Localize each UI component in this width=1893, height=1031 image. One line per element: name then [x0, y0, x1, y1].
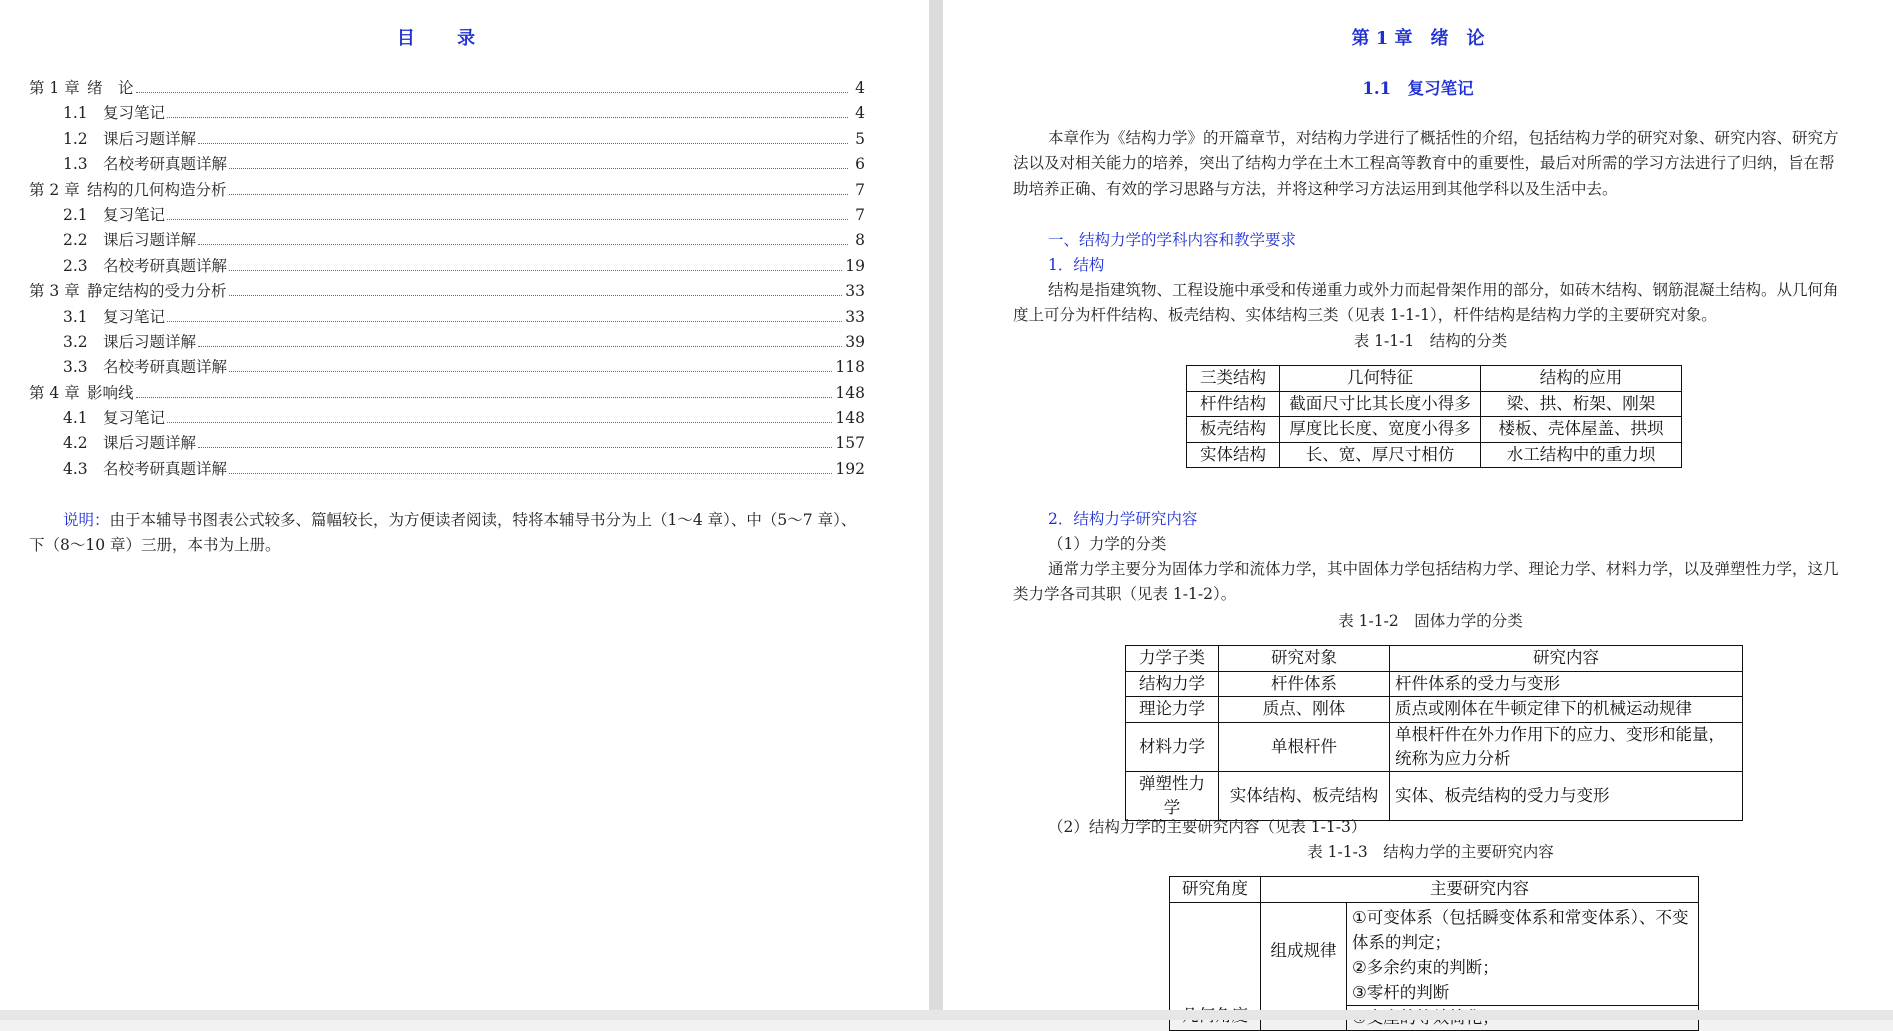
table-cell: 质点或刚体在牛顿定律下的机械运动规律 [1390, 697, 1743, 723]
toc-entry[interactable] [29, 457, 865, 482]
heading-research-content: 2．结构力学研究内容 [1048, 510, 1198, 528]
toc-entry[interactable] [29, 305, 865, 330]
toc-entry[interactable] [29, 152, 865, 177]
toc-entry-number: 3.3 [63, 358, 88, 377]
toc-entry-label: 结构的几何构造分析 [87, 180, 227, 199]
toc-entry-page: 33 [845, 307, 865, 326]
toc-entry-page: 7 [855, 205, 865, 224]
table-cell: 实体结构 [1187, 442, 1280, 468]
table-sub-label: 组成规律 [1261, 902, 1347, 1031]
heading-structure: 1．结构 [1048, 256, 1105, 274]
toc-entry[interactable] [29, 381, 865, 406]
table-header-row [1126, 646, 1743, 672]
note-text: 由于本辅导书图表公式较多、篇幅较长，为方便读者阅读，特将本辅导书分为上（1～4 章）、中（5～7 章）、下（8～10 章）三册，本书为上册。 [29, 511, 857, 554]
toc-entry-number: 4.2 [63, 434, 88, 453]
toc-entry-page: 6 [855, 155, 865, 174]
toc-dot-leader [136, 92, 848, 93]
toc-entry[interactable] [29, 76, 865, 101]
table-cell: 单根杆件 [1219, 722, 1390, 771]
mechanics-paragraph: 通常力学主要分为固体力学和流体力学，其中固体力学包括结构力学、理论力学、材料力学，以及弹塑性力学，这几类力学各司其职（见表 1-1-2）。 [1013, 560, 1839, 604]
table-cell: 理论力学 [1126, 697, 1219, 723]
table-cell: 材料力学 [1126, 722, 1219, 771]
table-header-cell: 结构的应用 [1481, 366, 1682, 392]
table-cell: 梁、拱、桁架、刚架 [1481, 391, 1682, 417]
table-row [1187, 442, 1682, 468]
table1-caption: 表 1-1-1 结构的分类 [1353, 332, 1508, 350]
toc-entry-label: 课后习题详解 [103, 434, 197, 453]
toc-entry-label: 复习笔记 [103, 409, 166, 428]
heading-subject-content: 一、结构力学的学科内容和教学要求 [1048, 231, 1297, 249]
toc-entry-page: 4 [855, 104, 865, 123]
toc-entry[interactable] [29, 254, 865, 279]
toc-entry[interactable] [29, 203, 865, 228]
table-cell: 单根杆件在外力作用下的应力、变形和能量，统称为应力分析 [1390, 722, 1743, 771]
toc-dot-leader [167, 219, 848, 220]
table-cell: 杆件体系 [1219, 671, 1390, 697]
toc-entry-number: 3.1 [63, 307, 88, 326]
toc-entry-label: 绪 论 [87, 79, 134, 97]
toc-entry-label: 复习笔记 [103, 205, 166, 224]
toc-entry-number: 1.3 [63, 155, 88, 174]
table-cell: 杆件结构 [1187, 391, 1280, 417]
intro-paragraph: 本章作为《结构力学》的开篇章节，对结构力学进行了概括性的介绍，包括结构力学的研究对象、研究内容、研究方法以及对相关能力的培养，突出了结构力学在土木工程高等教育中的重要性，最后对所需的学习方法进行了归纳，旨在帮助培养正确、有效的学习思路与方法，并将这种学习方法运用到其他学科以及生活中去。 [1013, 129, 1839, 198]
table-row [1126, 722, 1743, 771]
toc-entry-label: 影响线 [87, 383, 134, 402]
toc-entry-label: 课后习题详解 [103, 231, 197, 250]
toc-dot-leader [198, 143, 848, 144]
toc-entry-page: 33 [845, 282, 865, 301]
research-content-table [1169, 876, 1699, 1031]
toc-entry[interactable] [29, 406, 865, 431]
toc-entry-number: 4.1 [63, 409, 88, 428]
table-header-cell: 研究对象 [1219, 646, 1390, 672]
note-label: 说明： [63, 511, 110, 529]
toc-entry-label: 静定结构的受力分析 [87, 282, 227, 301]
toc-entry[interactable] [29, 178, 865, 203]
toc-entry-number: 第 1 章 [29, 79, 80, 97]
heading-mechanics-classification: （1）力学的分类 [1048, 535, 1167, 553]
table-header-cell: 研究角度 [1170, 877, 1261, 903]
table-cell: 弹塑性力学 [1126, 771, 1219, 820]
toc-entry-label: 名校考研真题详解 [103, 155, 228, 174]
toc-dot-leader [229, 168, 848, 169]
toc-list [29, 76, 865, 482]
toc-entry-page: 5 [855, 129, 865, 148]
toc-entry-page: 8 [855, 231, 865, 250]
toc-dot-leader [198, 346, 842, 347]
table-cell: 杆件体系的受力与变形 [1390, 671, 1743, 697]
table-cell: 截面尺寸比其长度小得多 [1280, 391, 1481, 417]
toc-entry-page: 148 [835, 409, 865, 428]
toc-entry-number: 1.1 [63, 104, 88, 123]
toc-dot-leader [229, 371, 832, 372]
toc-dot-leader [198, 244, 848, 245]
heading-main-research: （2）结构力学的主要研究内容（见表 1-1-3） [1048, 818, 1367, 836]
toc-entry-label: 复习笔记 [103, 104, 166, 123]
toc-dot-leader [167, 117, 848, 118]
toc-entry-number: 第 4 章 [29, 383, 80, 402]
table3-caption: 表 1-1-3 结构力学的主要研究内容 [1307, 843, 1554, 861]
toc-dot-leader [229, 270, 842, 271]
toc-entry-page: 118 [835, 358, 865, 377]
table-row [1187, 391, 1682, 417]
table-header-cell: 三类结构 [1187, 366, 1280, 392]
toc-entry-page: 39 [845, 332, 865, 351]
table-row [1170, 902, 1699, 1005]
toc-dot-leader [229, 194, 848, 195]
toc-entry[interactable] [29, 228, 865, 253]
table-header-cell: 研究内容 [1390, 646, 1743, 672]
toc-entry[interactable] [29, 101, 865, 126]
table-cell: 实体、板壳结构的受力与变形 [1390, 771, 1743, 820]
list-item: ③零杆的判断 [1352, 982, 1450, 1002]
toc-entry-number: 1.2 [63, 129, 88, 148]
table-header-cell: 力学子类 [1126, 646, 1219, 672]
table-row [1126, 671, 1743, 697]
toc-entry-number: 4.3 [63, 459, 88, 478]
toc-entry-page: 148 [835, 383, 865, 402]
toc-entry-label: 名校考研真题详解 [103, 358, 228, 377]
table-cell: 长、宽、厚尺寸相仿 [1280, 442, 1481, 468]
table-cell: 结构力学 [1126, 671, 1219, 697]
solid-mechanics-table [1125, 645, 1743, 821]
toc-entry-page: 19 [845, 256, 865, 275]
page-gutter [929, 0, 943, 1020]
toc-title: 目 录 [396, 28, 494, 49]
toc-note [29, 508, 865, 558]
table-cell: 实体结构、板壳结构 [1219, 771, 1390, 820]
structure-classification-table [1186, 365, 1682, 468]
toc-entry-label: 课后习题详解 [103, 332, 197, 351]
table-row [1187, 417, 1682, 443]
list-item: ②多余约束的判断； [1352, 957, 1499, 977]
toc-dot-leader [167, 321, 842, 322]
toc-entry-page: 157 [835, 434, 865, 453]
table-cell: 水工结构中的重力坝 [1481, 442, 1682, 468]
table2-caption: 表 1-1-2 固体力学的分类 [1338, 612, 1523, 630]
table-cell: 厚度比长度、宽度小得多 [1280, 417, 1481, 443]
table-header-cell: 几何特征 [1280, 366, 1481, 392]
structure-paragraph: 结构是指建筑物、工程设施中承受和传递重力或外力而起骨架作用的部分，如砖木结构、钢筋混凝土结构。从几何角度上可分为杆件结构、板壳结构、实体结构三类（见表 1-1-1），杆件结构是结构力学的主要研究对象。 [1013, 281, 1839, 325]
toc-entry-label: 名校考研真题详解 [103, 256, 228, 275]
toc-entry-number: 第 3 章 [29, 282, 80, 301]
table-row [1170, 877, 1699, 903]
toc-entry[interactable] [29, 355, 865, 380]
toc-entry-number: 第 2 章 [29, 180, 80, 199]
toc-entry-number: 2.3 [63, 256, 88, 275]
toc-entry[interactable] [29, 330, 865, 355]
table-header-row [1187, 366, 1682, 392]
toc-entry[interactable] [29, 279, 865, 304]
toc-entry[interactable] [29, 127, 865, 152]
toc-entry-label: 复习笔记 [103, 307, 166, 326]
toc-entry-page: 192 [835, 459, 865, 478]
table-cell: 板壳结构 [1187, 417, 1280, 443]
toc-entry[interactable] [29, 431, 865, 456]
table-row [1126, 771, 1743, 820]
toc-entry-page: 4 [855, 79, 865, 97]
table-cell-items [1347, 902, 1699, 1005]
toc-entry-page: 7 [855, 180, 865, 199]
table-cell: 楼板、壳体屋盖、拱坝 [1481, 417, 1682, 443]
toc-entry-label: 课后习题详解 [103, 129, 197, 148]
toc-dot-leader [198, 447, 832, 448]
toc-dot-leader [136, 397, 833, 398]
toc-entry-number: 2.2 [63, 231, 88, 250]
toc-entry-number: 3.2 [63, 332, 88, 351]
list-item: ①可变体系（包括瞬变体系和常变体系）、不变体系的判定； [1352, 907, 1689, 952]
chapter-title: 第 1 章 绪 论 [1351, 28, 1485, 49]
section-title: 1.1 复习笔记 [1362, 79, 1474, 98]
viewer-bottom-bar [0, 1010, 1893, 1020]
table-row [1126, 697, 1743, 723]
toc-dot-leader [229, 473, 832, 474]
table-header-cell: 主要研究内容 [1261, 877, 1699, 903]
chapter-page [943, 0, 1893, 1016]
toc-dot-leader [167, 422, 832, 423]
toc-dot-leader [229, 295, 843, 296]
toc-page [0, 0, 929, 1016]
toc-entry-label: 名校考研真题详解 [103, 459, 228, 478]
table-cell: 质点、刚体 [1219, 697, 1390, 723]
toc-entry-number: 2.1 [63, 205, 88, 224]
